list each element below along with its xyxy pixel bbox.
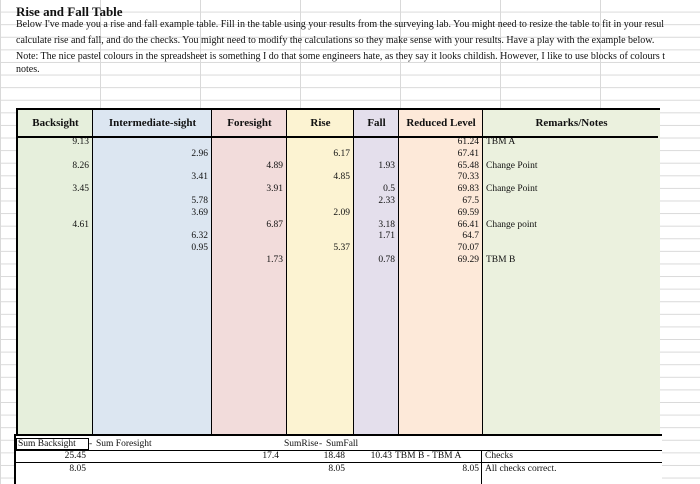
checks-left-border (14, 436, 16, 484)
rise-cell[interactable]: 2.09 (333, 207, 350, 218)
remarks-cell[interactable] (486, 149, 657, 161)
remarks-cell[interactable] (486, 196, 657, 208)
rise-cell[interactable] (287, 255, 350, 267)
fall-cell[interactable] (354, 149, 395, 161)
remarks-cell[interactable]: Change point (486, 219, 537, 230)
reduced-level-cell[interactable]: 64.7 (462, 231, 479, 242)
header-foresight[interactable]: Foresight (227, 117, 272, 129)
rise-cell[interactable] (287, 231, 350, 243)
intermediate-cell[interactable] (93, 255, 208, 267)
remarks-cell[interactable] (486, 208, 657, 220)
header-backsight[interactable]: Backsight (32, 117, 79, 129)
dash-separator-1: - (89, 439, 93, 449)
reduced-level-cell[interactable]: 70.33 (457, 172, 479, 183)
checks-remarks-border (481, 450, 482, 484)
reduced-level-cell[interactable]: 69.83 (457, 184, 479, 195)
fall-cell[interactable]: 0.78 (378, 255, 395, 265)
backsight-cell[interactable] (18, 149, 89, 161)
checks-label[interactable]: Checks (485, 451, 513, 461)
foresight-cell[interactable] (212, 208, 283, 220)
remarks-cell[interactable] (486, 243, 657, 255)
fall-cell[interactable] (354, 172, 395, 184)
backsight-cell[interactable] (18, 255, 89, 267)
reduced-level-cell[interactable]: 65.48 (457, 160, 479, 171)
fall-cell[interactable] (354, 243, 395, 255)
remarks-cell[interactable] (486, 172, 657, 184)
intro-line-4: notes. (16, 64, 40, 75)
fall-cell[interactable]: 2.33 (378, 196, 395, 206)
rise-cell[interactable] (287, 161, 350, 173)
checks-divider-1 (14, 450, 662, 451)
rise-cell[interactable] (287, 220, 350, 232)
checks-section (14, 434, 662, 484)
rise-cell[interactable]: 4.85 (333, 172, 350, 183)
sum-rise-label[interactable]: SumRise (284, 439, 319, 449)
rise-fall-table (16, 108, 660, 484)
reduced-level-cell[interactable]: 70.07 (457, 243, 479, 254)
fall-cell[interactable]: 1.93 (378, 160, 395, 171)
backsight-cell[interactable] (18, 196, 89, 208)
intermediate-cell[interactable]: 3.41 (191, 172, 208, 183)
reduced-level-cell[interactable]: 67.5 (462, 196, 479, 206)
backsight-cell[interactable]: 9.13 (72, 137, 89, 147)
remarks-cell[interactable]: Change Point (486, 184, 538, 195)
fall-cell[interactable] (354, 137, 395, 149)
sheet-title: Rise and Fall Table (16, 4, 123, 19)
sum-foresight-label[interactable]: Sum Foresight (96, 439, 152, 449)
intermediate-cell[interactable] (93, 137, 208, 149)
foresight-cell[interactable]: 6.87 (266, 219, 283, 230)
intro-line-1: Below I've made you a rise and fall example table. Fill in the table using your results from the surveying lab. You might need to resize the table to fit in your resul (16, 19, 665, 30)
foresight-cell[interactable]: 1.73 (266, 255, 283, 265)
header-row (18, 110, 658, 138)
fall-cell[interactable]: 1.71 (378, 231, 395, 242)
intro-line-3: Note: The nice pastel colours in the spreadsheet is something I do that some engineers hate, as they say it looks childish. However, I like to use blocks of colours t (16, 51, 665, 62)
rise-cell[interactable] (287, 184, 350, 196)
intermediate-cell[interactable]: 2.96 (191, 148, 208, 159)
remarks-cell[interactable]: Change Point (486, 160, 538, 171)
checks-divider-2 (14, 462, 662, 463)
tbm-difference-label[interactable]: TBM B - TBM A (395, 451, 462, 461)
reduced-level-cell[interactable]: 69.29 (457, 255, 479, 265)
remarks-cell[interactable]: TBM B (486, 255, 516, 265)
reduced-level-cell[interactable]: 67.41 (457, 148, 479, 159)
intro-line-2: calculate rise and fall, and do the checks. You might need to modify the calculations so they make sense with your results. Have a play with the example below. (16, 35, 655, 46)
foresight-cell[interactable] (212, 137, 283, 149)
backsight-cell[interactable] (18, 208, 89, 220)
rise-cell[interactable] (287, 137, 350, 149)
reduced-level-cell[interactable]: 69.59 (457, 207, 479, 218)
foresight-cell[interactable]: 3.91 (266, 184, 283, 195)
reduced-level-cell[interactable]: 61.24 (457, 137, 479, 147)
reduced-level-cell[interactable]: 66.41 (457, 219, 479, 230)
foresight-cell[interactable] (212, 231, 283, 243)
fall-cell[interactable]: 0.5 (383, 184, 395, 195)
dash-separator-2: - (319, 439, 323, 449)
intermediate-cell[interactable]: 6.32 (191, 231, 208, 242)
rise-fall-difference-value[interactable]: 8.05 (328, 464, 345, 474)
intermediate-cell[interactable]: 0.95 (191, 243, 208, 254)
backsight-cell[interactable] (18, 172, 89, 184)
header-reduced-level[interactable]: Reduced Level (406, 117, 476, 129)
intermediate-cell[interactable]: 3.69 (191, 207, 208, 218)
sum-rise-value[interactable]: 18.48 (323, 451, 345, 461)
header-rise[interactable]: Rise (310, 117, 331, 129)
header-remarks[interactable]: Remarks/Notes (535, 117, 608, 129)
fall-cell[interactable] (354, 208, 395, 220)
backsight-difference-value[interactable]: 8.05 (69, 464, 86, 474)
backsight-cell[interactable] (18, 243, 89, 255)
sum-fall-label[interactable]: SumFall (326, 439, 359, 449)
intermediate-cell[interactable]: 5.78 (191, 196, 208, 206)
intermediate-cell[interactable] (93, 161, 208, 173)
all-checks-correct-text: All checks correct. (485, 464, 557, 474)
foresight-cell[interactable] (212, 196, 283, 208)
tbm-difference-value[interactable]: 8.05 (462, 464, 479, 474)
rise-cell[interactable]: 5.37 (333, 243, 350, 254)
sum-foresight-value[interactable]: 17.4 (262, 451, 279, 461)
header-fall[interactable]: Fall (367, 117, 386, 129)
remarks-cell[interactable]: TBM A (486, 137, 516, 147)
rise-cell[interactable]: 6.17 (333, 148, 350, 159)
remarks-cell[interactable] (486, 231, 657, 243)
foresight-cell[interactable] (212, 243, 283, 255)
foresight-cell[interactable] (212, 149, 283, 161)
fall-cell[interactable]: 3.18 (378, 219, 395, 230)
intermediate-cell[interactable] (93, 184, 208, 196)
backsight-cell[interactable]: 4.61 (72, 219, 89, 230)
sum-backsight-label[interactable]: Sum Backsight (16, 438, 89, 450)
foresight-cell[interactable] (212, 172, 283, 184)
sum-fall-value[interactable]: 10.43 (370, 451, 392, 461)
foresight-cell[interactable]: 4.89 (266, 160, 283, 171)
backsight-cell[interactable] (18, 231, 89, 243)
intermediate-cell[interactable] (93, 220, 208, 232)
backsight-cell[interactable]: 3.45 (72, 184, 89, 195)
sum-backsight-value[interactable]: 25.45 (64, 451, 86, 461)
rise-cell[interactable] (287, 196, 350, 208)
backsight-cell[interactable]: 8.26 (72, 160, 89, 171)
header-intermediate[interactable]: Intermediate-sight (108, 117, 197, 129)
